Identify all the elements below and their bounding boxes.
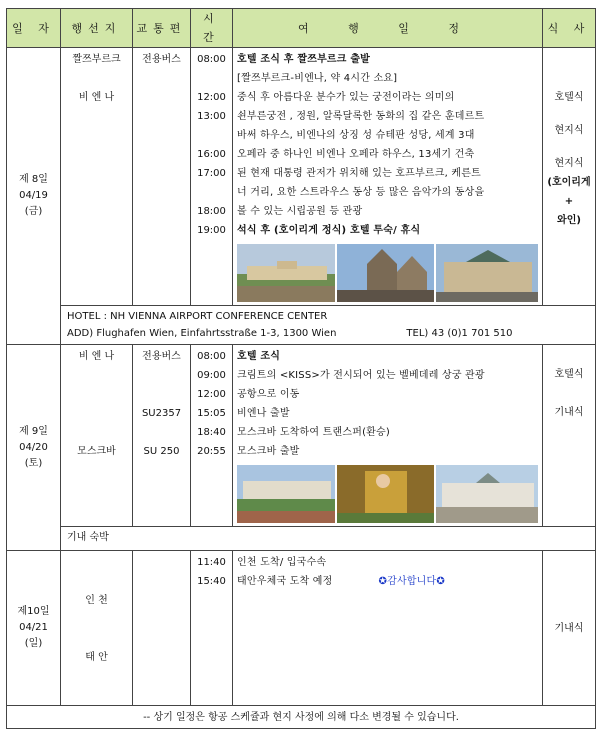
hotel-cell	[61, 306, 596, 345]
hotel-row	[7, 306, 596, 345]
vienna-opera-house-photo	[436, 244, 538, 302]
itinerary-line: 모스크바 도착하여 트랜스퍼(환승)	[237, 427, 390, 438]
time-value: 15:40	[197, 576, 226, 587]
itinerary-line: 비엔나 출발	[237, 408, 290, 419]
location-name: 짤쯔부르크	[72, 54, 121, 65]
time-value: 08:00	[197, 54, 226, 65]
time-value: 11:40	[197, 557, 226, 568]
time-value: 18:00	[197, 206, 226, 217]
day-row	[7, 551, 596, 706]
meal-item: 기내식	[554, 407, 584, 418]
itinerary-line: 중식 후 아름다운 분수가 있는 궁전이라는 의미의	[237, 92, 455, 103]
itinerary-line: 오페라 중 하나인 비엔나 오페라 하우스, 13세기 건축	[237, 149, 475, 160]
location-name: 비 엔 나	[78, 92, 115, 103]
date-md: 04/21	[19, 622, 48, 633]
itinerary-table	[6, 8, 596, 729]
time-cell	[191, 345, 233, 527]
meal-item: (호이리게	[547, 177, 591, 188]
header-location: 행선지	[61, 9, 133, 48]
meal-item: 호텔식	[554, 92, 584, 103]
time-cell	[191, 48, 233, 306]
time-value: 19:00	[197, 225, 226, 236]
header-itinerary: 여 행 일 정	[233, 9, 543, 48]
meal-item: +	[564, 196, 574, 207]
st-stephens-cathedral-photo	[337, 244, 433, 302]
overnight-cell: 기내 숙박	[61, 527, 596, 551]
itinerary-line: 공항으로 이동	[237, 389, 300, 400]
time-value: 15:05	[197, 408, 226, 419]
time-value: 12:00	[197, 389, 226, 400]
itinerary-line: 크림트의 <KISS>가 전시되어 있는 벨베데레 상궁 관광	[237, 370, 485, 381]
itinerary-cell	[233, 551, 543, 706]
transport-name: 전용버스	[142, 54, 181, 65]
photo-strip	[237, 244, 538, 302]
time-value: 16:00	[197, 149, 226, 160]
header-transport: 교통편	[133, 9, 191, 48]
itinerary-cell	[233, 48, 543, 306]
belvedere-upper-photo	[436, 465, 538, 523]
itinerary-line: 호텔 조식 후 짤쯔부르크 출발	[237, 54, 371, 65]
transport-name: 전용버스	[142, 351, 181, 362]
transport-cell	[133, 345, 191, 527]
meal-item: 호텔식	[554, 369, 584, 380]
itinerary-line: 볼 수 있는 시립공원 등 관광	[237, 206, 363, 217]
location-name: 태 안	[85, 652, 108, 663]
itinerary-line: 바써 하우스, 비엔나의 상징 성 슈테판 성당, 세계 3대	[237, 130, 475, 141]
location-cell	[61, 345, 133, 527]
time-cell	[191, 551, 233, 706]
day-date-cell	[7, 551, 61, 706]
date-day: 제 8일	[19, 174, 48, 185]
itinerary-line: 태안우체국 도착 예정	[237, 576, 333, 587]
time-value: 13:00	[197, 111, 226, 122]
header-meal: 식 사	[543, 9, 596, 48]
date-md: 04/20	[19, 441, 48, 453]
time-value: 18:40	[197, 427, 226, 438]
klimt-kiss-photo	[337, 465, 433, 523]
itinerary-line: 쇤부른궁전 , 정원, 알록달록한 동화의 집 같은 훈데르트	[237, 111, 485, 122]
meal-item: 현지식	[554, 158, 584, 169]
location-name: 비 엔 나	[78, 351, 115, 362]
date-weekday: (토)	[24, 457, 43, 469]
date-md: 04/19	[19, 190, 48, 201]
itinerary-line: 너 거리, 요한 스트라우스 동상 등 많은 음악가의 동상을	[237, 187, 485, 198]
date-day: 제 9일	[19, 425, 48, 437]
hotel-address: ADD) Flughafen Wien, Einfahrtsstraße 1-3, 1300 Wien	[67, 328, 337, 339]
day-date-cell	[7, 345, 61, 551]
schonbrunn-palace-photo	[237, 244, 335, 302]
location-name: 인 천	[85, 595, 108, 606]
location-cell	[61, 551, 133, 706]
meal-cell	[543, 345, 596, 527]
day-date-cell	[7, 48, 61, 345]
time-value: 12:00	[197, 92, 226, 103]
date-day: 제10일	[17, 606, 50, 617]
day-row	[7, 48, 596, 306]
itinerary-line: 된 현재 대통령 관저가 위치해 있는 호프부르크, 케른트	[237, 168, 481, 179]
meal-cell	[543, 48, 596, 306]
location-cell	[61, 48, 133, 306]
date-weekday: (일)	[24, 638, 43, 649]
hotel-name: HOTEL : NH VIENNA AIRPORT CONFERENCE CENTER	[67, 311, 328, 322]
meal-item: 기내식	[554, 622, 584, 634]
meal-item: 현지식	[554, 125, 584, 136]
belvedere-palace-photo	[237, 465, 335, 523]
thanks-message: ✪감사합니다✪	[378, 576, 445, 587]
photo-strip	[237, 465, 538, 523]
transport-cell	[133, 48, 191, 306]
flight-number: SU 250	[143, 446, 180, 457]
itinerary-line: 인천 도착/ 입국수속	[237, 557, 327, 568]
location-name: 모스크바	[77, 446, 116, 457]
footer-note: -- 상기 일정은 항공 스케쥴과 현지 사정에 의해 다소 변경될 수 있습니다.	[7, 706, 596, 729]
date-weekday: (금)	[24, 206, 43, 217]
time-value: 08:00	[197, 351, 226, 362]
meal-cell	[543, 551, 596, 706]
time-value: 17:00	[197, 168, 226, 179]
itinerary-line: 모스크바 출발	[237, 446, 300, 457]
itinerary-line: 석식 후 (호이리게 정식) 호텔 투숙/ 휴식	[237, 225, 421, 236]
footer-row	[7, 706, 596, 729]
header-row	[7, 9, 596, 48]
hotel-tel: TEL) 43 (0)1 701 510	[406, 328, 513, 339]
itinerary-document	[6, 8, 595, 729]
time-value: 20:55	[197, 446, 226, 457]
header-time: 시 간	[191, 9, 233, 48]
transport-cell	[133, 551, 191, 706]
meal-item: 와인)	[557, 215, 581, 226]
flight-number: SU2357	[141, 408, 182, 419]
itinerary-line: 호텔 조식	[237, 351, 281, 362]
header-date: 일 자	[7, 9, 61, 48]
overnight-row	[7, 527, 596, 551]
time-value: 09:00	[197, 370, 226, 381]
day-row	[7, 345, 596, 527]
itinerary-cell	[233, 345, 543, 527]
itinerary-line: [짤쯔부르크-비엔나, 약 4시간 소요]	[237, 73, 398, 84]
